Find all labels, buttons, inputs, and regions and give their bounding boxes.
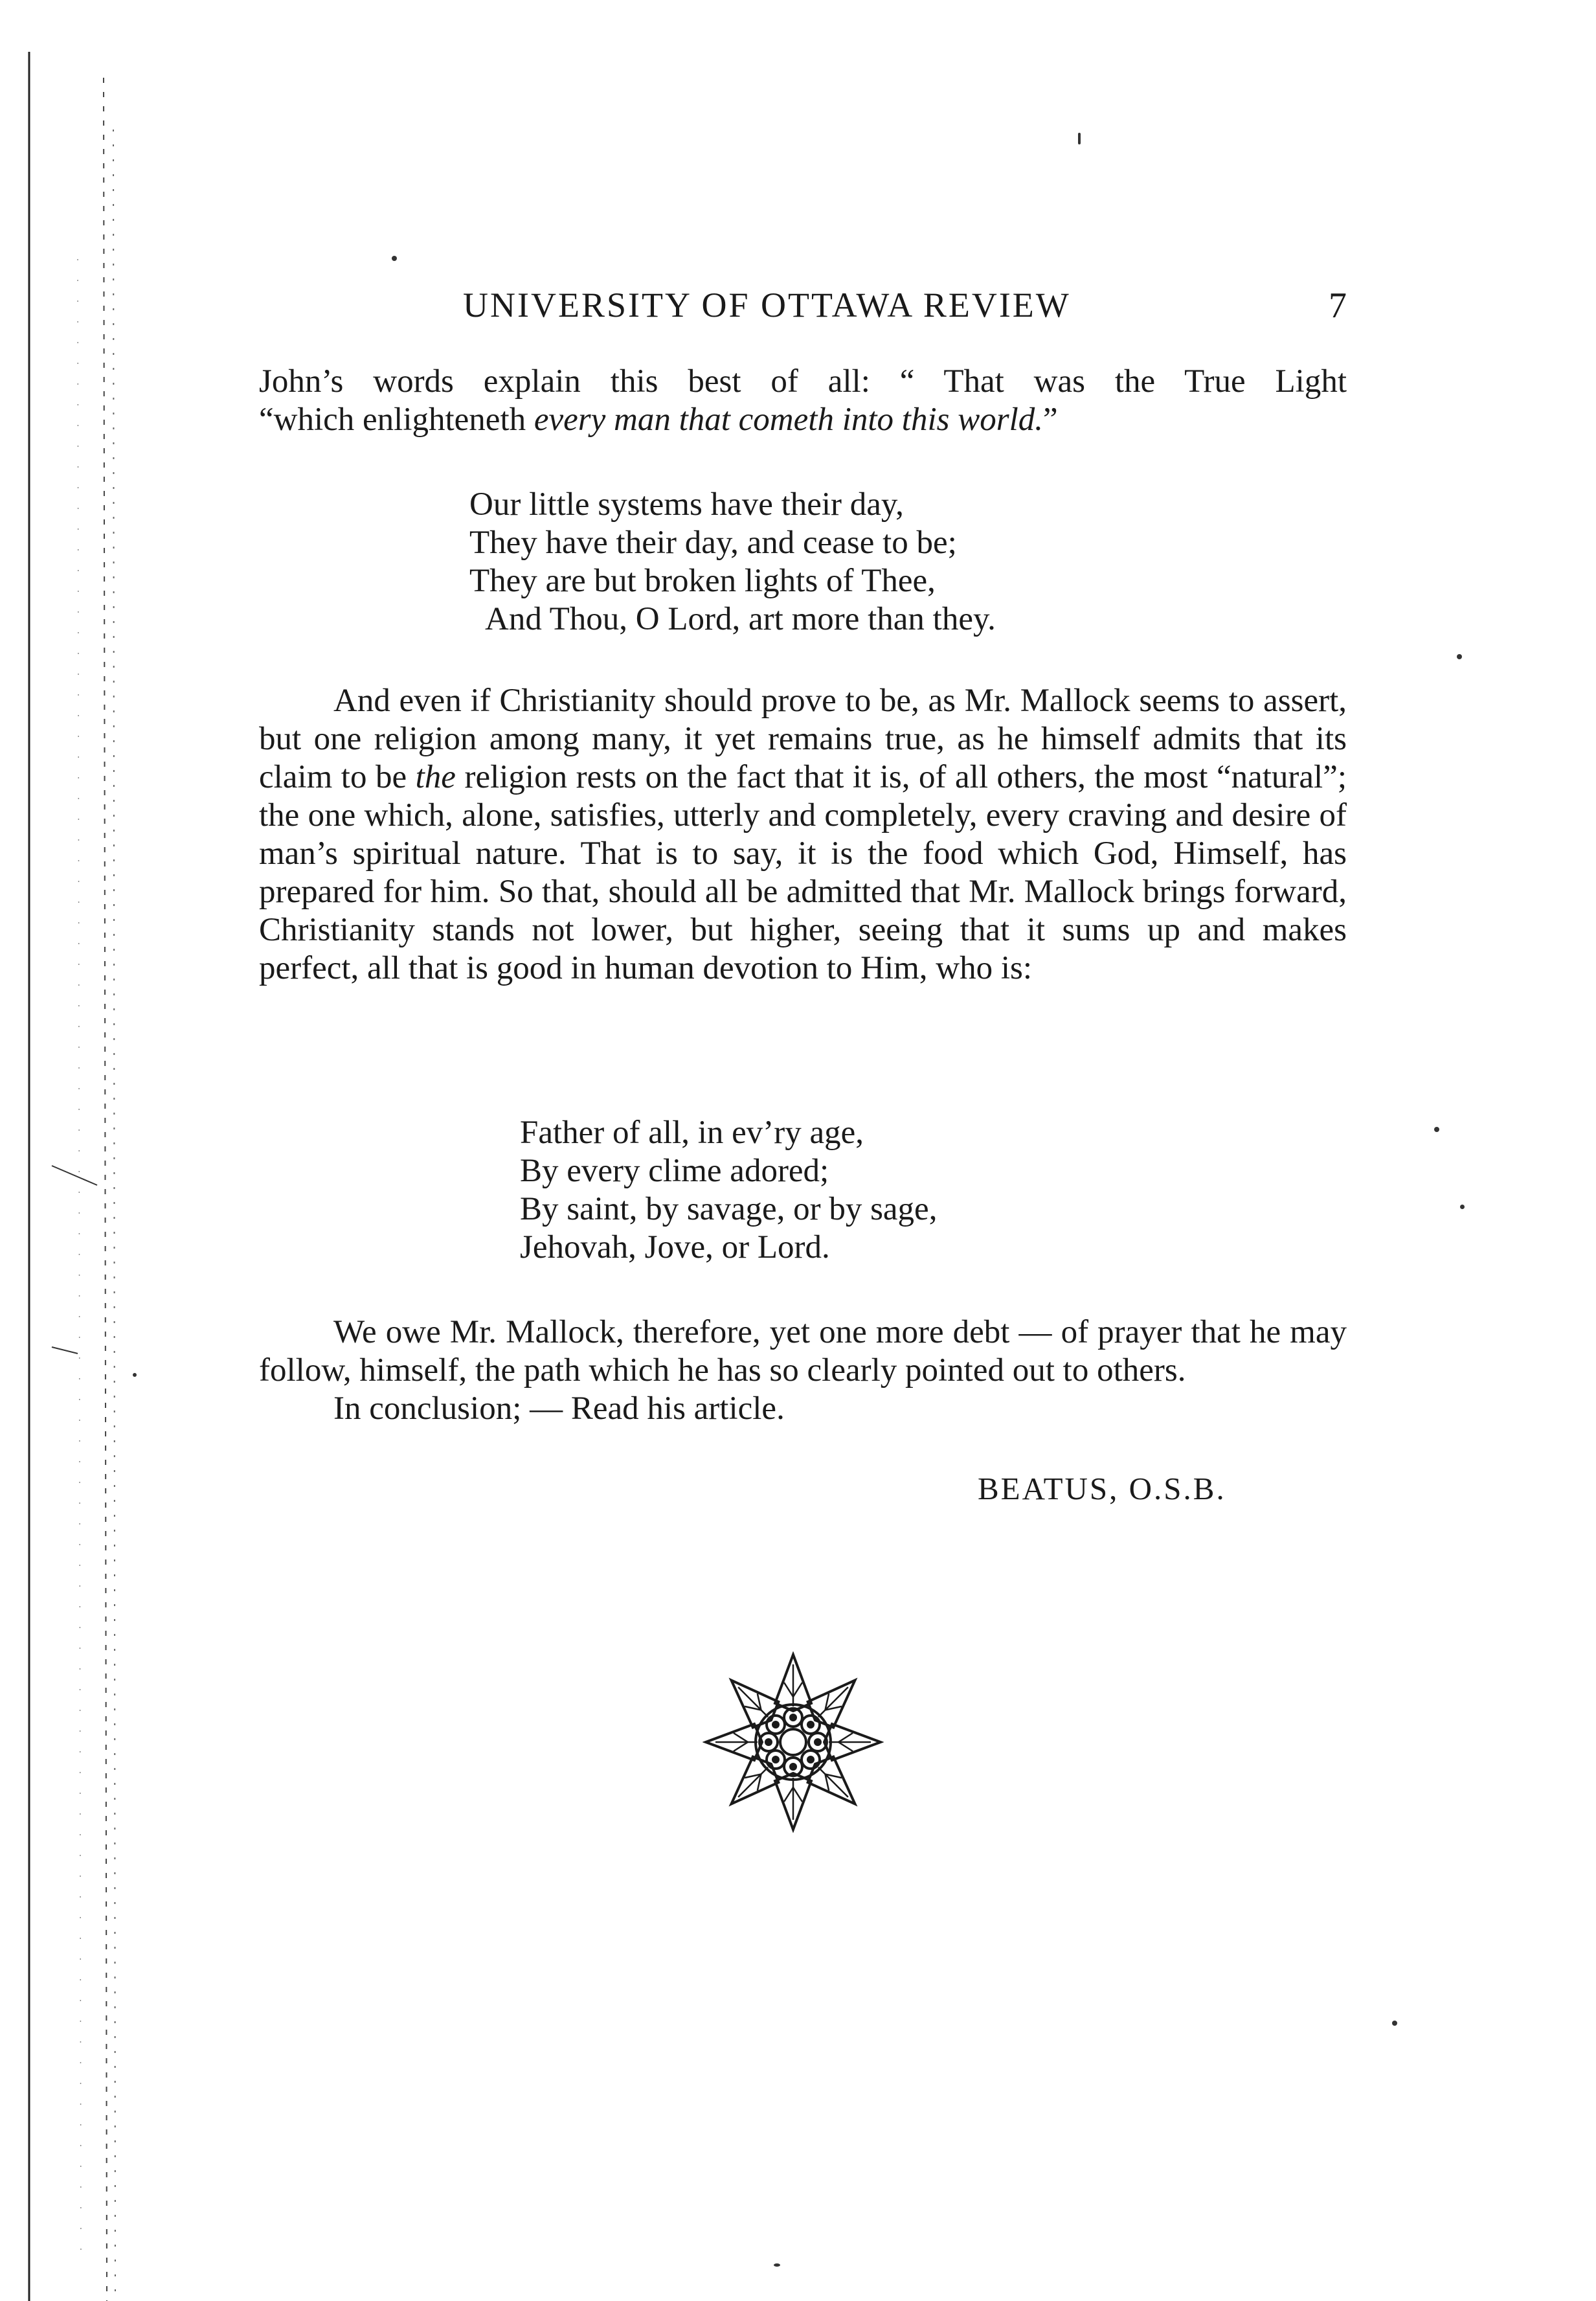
opening-line-2-italic: every man that cometh into this world. [534,402,1044,438]
verse-line: They are but broken lights of Thee, [469,563,936,599]
opening-paragraph [259,363,1347,439]
opening-line [259,401,1347,439]
verse-line: By every clime adored; [520,1153,829,1189]
speck [1434,1127,1439,1132]
running-header [259,285,1347,337]
journal-title: UNIVERSITY OF OTTAWA REVIEW [463,286,1071,324]
speck [1392,2021,1397,2026]
speck [1457,654,1462,659]
verse-line: Father of all, in ev’ry age, [520,1115,864,1151]
main-paragraph [259,682,1347,988]
author-signature: BEATUS, O.S.B. [978,1471,1226,1506]
paragraph-text: In conclusion; — Read his article. [333,1390,785,1427]
opening-line [259,363,1347,401]
verse-line: And Thou, O Lord, art more than they. [485,601,996,637]
speck [133,1373,137,1377]
verse-line: Our little systems have their day, [469,486,904,523]
binding-edge [0,0,129,2301]
paragraph-text [259,682,1347,988]
page-number: 7 [1329,286,1347,326]
rosette-ornament-icon [702,1651,884,1833]
closing-paragraphs [259,1313,1347,1428]
paragraph-2c: religion rests on the fact that it is, of all others, the most “natural”; the one which, alone, satisfies, utterly and completely, every craving and desire of man’s spiritual nature. That is to say, it is the food which God, Himself, has prepared for him. So that, should all be admitted that Mr. Mallock brings forward, Christianity stands not lower, but higher, seeing that it sums up and makes perfect, all that is good in human devotion to Him, who is: [259,759,1347,986]
speck [774,2263,780,2267]
verse-line: Jehovah, Jove, or Lord. [520,1229,830,1265]
opening-line-2a: “which enlighteneth [259,402,534,438]
verse-stanza-1 [469,486,996,639]
paragraph-text: We owe Mr. Mallock, therefore, yet one more debt — of prayer that he may follow, himself, the path which he has so clearly pointed out to others. [259,1314,1347,1389]
verse-line: By saint, by savage, or by sage, [520,1191,938,1227]
opening-line-1: John’s words explain this best of all: “ That was the True Light [259,363,1347,400]
speck [1460,1205,1465,1209]
opening-line-2c: ” [1043,402,1058,438]
paragraph-2-italic: the [415,759,456,795]
speck [1078,133,1081,144]
paragraph-2a: And even if Christianity should prove to be, as Mr. Mallock seems to assert, but one religion among many, it yet remains true, as he himself admits that its claim to be [259,683,1347,795]
verse-stanza-2 [520,1114,937,1267]
verse-line: They have their day, and cease to be; [469,525,957,561]
speck [392,256,397,261]
